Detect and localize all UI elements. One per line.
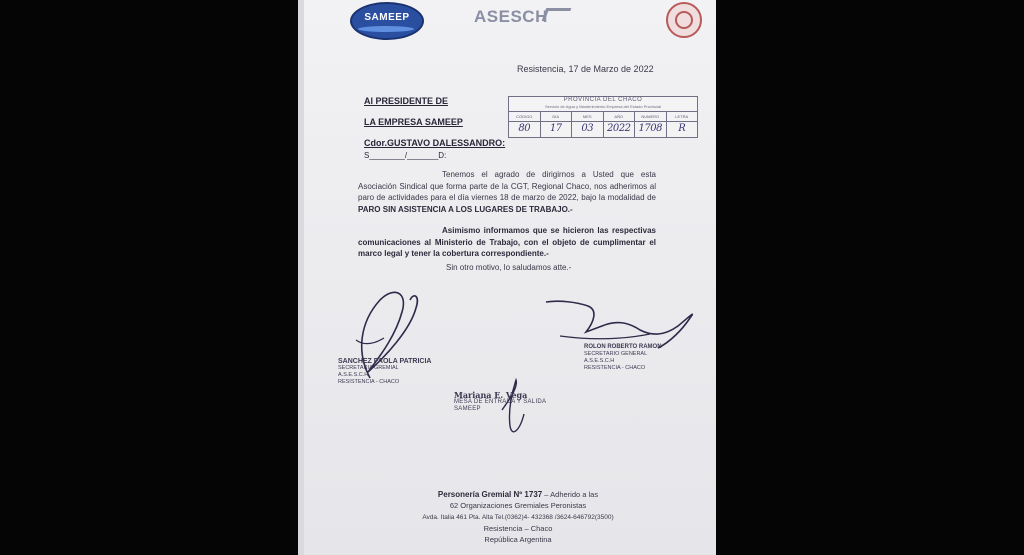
signer-org: A.S.E.S.C.H: [584, 358, 615, 364]
footer-adherido: – Adherido a las: [542, 490, 599, 499]
stamp-header-cell: LETRA: [666, 112, 698, 121]
reception-stamp: [508, 96, 698, 138]
left-signature-tail: [356, 338, 384, 344]
stamp-header-cell: AÑO: [603, 112, 635, 121]
signer-org: A.S.E.S.C.H: [338, 372, 369, 378]
asesch-logo: [474, 7, 574, 33]
signature-block-right: [584, 344, 662, 372]
footer-city: Resistencia – Chaco: [483, 524, 553, 533]
addressee-line-3: Cdor.GUSTAVO DALESSANDRO:: [364, 138, 506, 148]
stamp-value-row: [509, 121, 697, 137]
stamp-value-cell: 2022: [603, 121, 635, 137]
asesch-logo-text: ASESCH: [474, 7, 548, 26]
union-seal-logo: [666, 2, 702, 38]
signer-role: SECRETARIA GREMIAL: [338, 365, 399, 371]
stamp-header-cell: DIA: [540, 112, 572, 121]
closing-line: Sin otro motivo, lo saludamos atte.-: [446, 263, 572, 272]
addressee-line-1: Al PRESIDENTE DE: [364, 96, 449, 106]
paragraph-adhesion-text: Tenemos el agrado de dirigirnos a Usted que esta Asociación Sindical que forma parte de la CGT, Regional Chaco, nos adherimos al paro de actividades para el día viernes 18 de marzo de 2022, bajo la modalidad de: [358, 170, 656, 202]
stamp-header-cell: MES: [571, 112, 603, 121]
paragraph-adhesion-bold: PARO SIN ASISTENCIA A LOS LUGARES DE TRABAJO.-: [358, 204, 573, 214]
signer-place: RESISTENCIA - CHACO: [338, 379, 400, 385]
receiver-role: MESA DE ENTRADA Y SALIDA: [454, 399, 547, 405]
sameep-logo-text: SAMEEP: [364, 12, 410, 23]
stamp-header-cell: NUMERO: [634, 112, 666, 121]
signature-block-center: [454, 392, 546, 413]
signer-name: SANCHEZ PAOLA PATRICIA: [338, 358, 432, 365]
signer-place: RESISTENCIA - CHACO: [584, 365, 646, 371]
stamp-value-cell: R: [666, 121, 698, 137]
signature-block-left: [338, 358, 431, 386]
signer-role: SECRETARIO GENERAL: [584, 351, 648, 357]
receiver-name: Mariana E. Vega: [454, 390, 528, 400]
stamp-value-cell: 03: [571, 121, 603, 137]
footer-address: Avda. Italia 461 Pta. Alta Tel.(0362)4- 432368 /3624-646792(3500): [422, 514, 614, 521]
footer-personeria: [398, 490, 638, 501]
paper-edge-shadow: [298, 0, 304, 555]
letter-document: [298, 0, 716, 555]
stamp-value-cell: 1708: [634, 121, 666, 137]
signer-name: ROLON ROBERTO RAMON: [584, 344, 662, 350]
paragraph-communication: Asimismo informamos que se hicieron las respectivas comunicaciones al Ministerio de Trabajo, con el objeto de cumplimentar el marco legal y tener la cobertura correspondiente.-: [358, 226, 656, 258]
stamp-value-cell: 17: [540, 121, 572, 137]
right-signature-stroke: [546, 301, 692, 348]
receiver-org: SAMEEP: [454, 406, 481, 412]
salutation-s-d-line: S________/_______D:: [364, 151, 447, 160]
footer-organizations: 62 Organizaciones Gremiales Peronistas: [449, 501, 587, 510]
roof-icon: [542, 8, 572, 21]
stamp-subtitle: Servicio de Agua y Mantenimiento Empresa del Estado Provincial: [544, 104, 662, 109]
letter-date: Resistencia, 17 de Marzo de 2022: [517, 64, 654, 74]
left-black-margin: [0, 0, 298, 555]
logo-wave-shape: [358, 26, 414, 32]
right-signature-flourish: [560, 334, 650, 339]
stamp-header-cell: CODIGO: [516, 114, 533, 119]
footer-personeria-bold: Personería Gremial Nº 1737: [437, 490, 543, 499]
stamp-value-cell: 80: [518, 123, 531, 134]
handwritten-signatures: [298, 0, 716, 555]
paragraph-adhesion: [358, 169, 656, 215]
stamp-title: PROVINCIA DEL CHACO: [563, 97, 643, 103]
sameep-logo: [350, 2, 424, 40]
footer-country: República Argentina: [484, 535, 552, 544]
addressee-line-2: LA EMPRESA SAMEEP: [364, 117, 463, 127]
right-black-margin: [716, 0, 1024, 555]
